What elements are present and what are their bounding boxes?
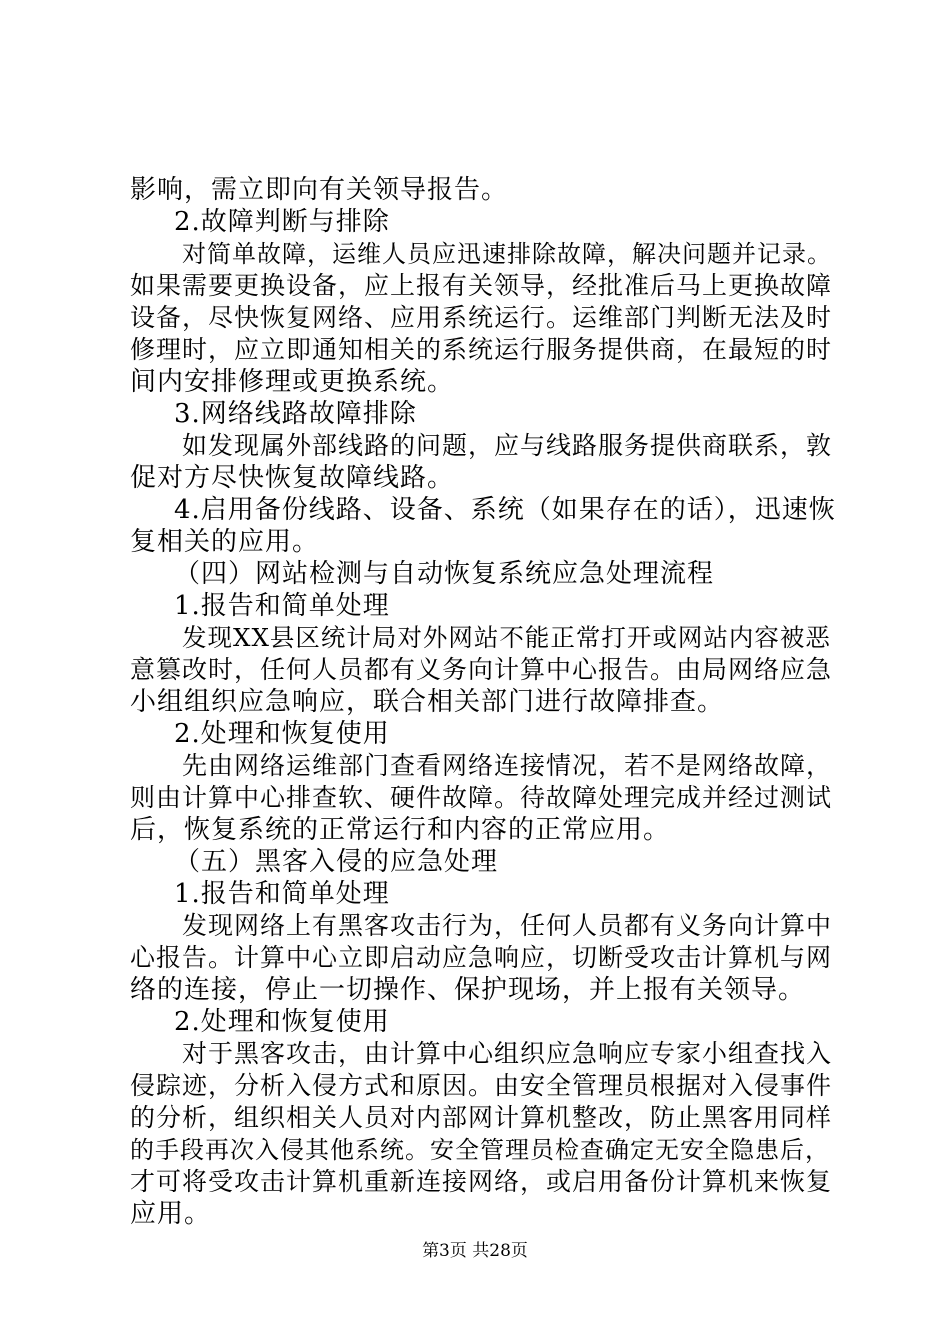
text-line: 对于黑客攻击，由计算中心组织应急响应专家小组查找入 bbox=[182, 1039, 833, 1068]
page-number-footer: 第3页 共28页 bbox=[422, 1241, 528, 1261]
section-heading: 1.报告和简单处理 bbox=[174, 879, 390, 909]
text-line: 如发现属外部线路的问题，应与线路服务提供商联系，敦 bbox=[182, 431, 833, 460]
text-line: 先由网络运维部门查看网络连接情况，若不是网络故障， bbox=[182, 751, 833, 780]
section-heading: 2.处理和恢复使用 bbox=[174, 1007, 390, 1037]
text-line: 促对方尽快恢复故障线路。 bbox=[130, 463, 455, 493]
text-line: 后，恢复系统的正常运行和内容的正常应用。 bbox=[130, 815, 671, 845]
section-heading: （五）黑客入侵的应急处理 bbox=[174, 847, 499, 877]
text-line: 发现XX县区统计局对外网站不能正常打开或网站内容被恶 bbox=[182, 623, 831, 652]
text-line: 意篡改时，任何人员都有义务向计算中心报告。由局网络应急 bbox=[130, 655, 833, 684]
text-line: 的手段再次入侵其他系统。安全管理员检查确定无安全隐患后， bbox=[130, 1136, 830, 1164]
text-line: 侵踪迹，分析入侵方式和原因。由安全管理员根据对入侵事件 bbox=[130, 1071, 833, 1100]
text-line: 才可将受攻击计算机重新连接网络，或启用备份计算机来恢复 bbox=[130, 1167, 833, 1196]
text-line: 4.启用备份线路、设备、系统（如果存在的话），迅速恢 bbox=[174, 495, 836, 525]
text-line: 发现网络上有黑客攻击行为，任何人员都有义务向计算中 bbox=[182, 911, 833, 940]
text-line: 应用。 bbox=[130, 1199, 212, 1229]
section-heading: 1.报告和简单处理 bbox=[174, 591, 390, 621]
section-heading: （四）网站检测与自动恢复系统应急处理流程 bbox=[174, 559, 715, 589]
section-heading: 2.故障判断与排除 bbox=[174, 207, 390, 237]
text-line: 影响，需立即向有关领导报告。 bbox=[130, 175, 509, 205]
section-heading: 3.网络线路故障排除 bbox=[174, 399, 417, 429]
text-line: 复相关的应用。 bbox=[130, 527, 320, 557]
text-line: 修理时，应立即通知相关的系统运行服务提供商，在最短的时 bbox=[130, 335, 833, 364]
text-line: 间内安排修理或更换系统。 bbox=[130, 367, 455, 397]
text-line: 设备，尽快恢复网络、应用系统运行。运维部门判断无法及时 bbox=[130, 303, 833, 332]
text-line: 小组组织应急响应，联合相关部门进行故障排查。 bbox=[130, 687, 725, 717]
text-line: 如果需要更换设备，应上报有关领导，经批准后马上更换故障 bbox=[130, 271, 833, 300]
text-line: 的分析，组织相关人员对内部网计算机整改，防止黑客用同样 bbox=[130, 1103, 833, 1132]
text-line: 对简单故障，运维人员应迅速排除故障，解决问题并记录。 bbox=[182, 240, 832, 268]
text-line: 心报告。计算中心立即启动应急响应，切断受攻击计算机与网 bbox=[130, 943, 833, 972]
text-line: 络的连接，停止一切操作、保护现场，并上报有关领导。 bbox=[130, 975, 806, 1005]
text-line: 则由计算中心排查软、硬件故障。待故障处理完成并经过测试 bbox=[130, 783, 833, 812]
section-heading: 2.处理和恢复使用 bbox=[174, 719, 390, 749]
